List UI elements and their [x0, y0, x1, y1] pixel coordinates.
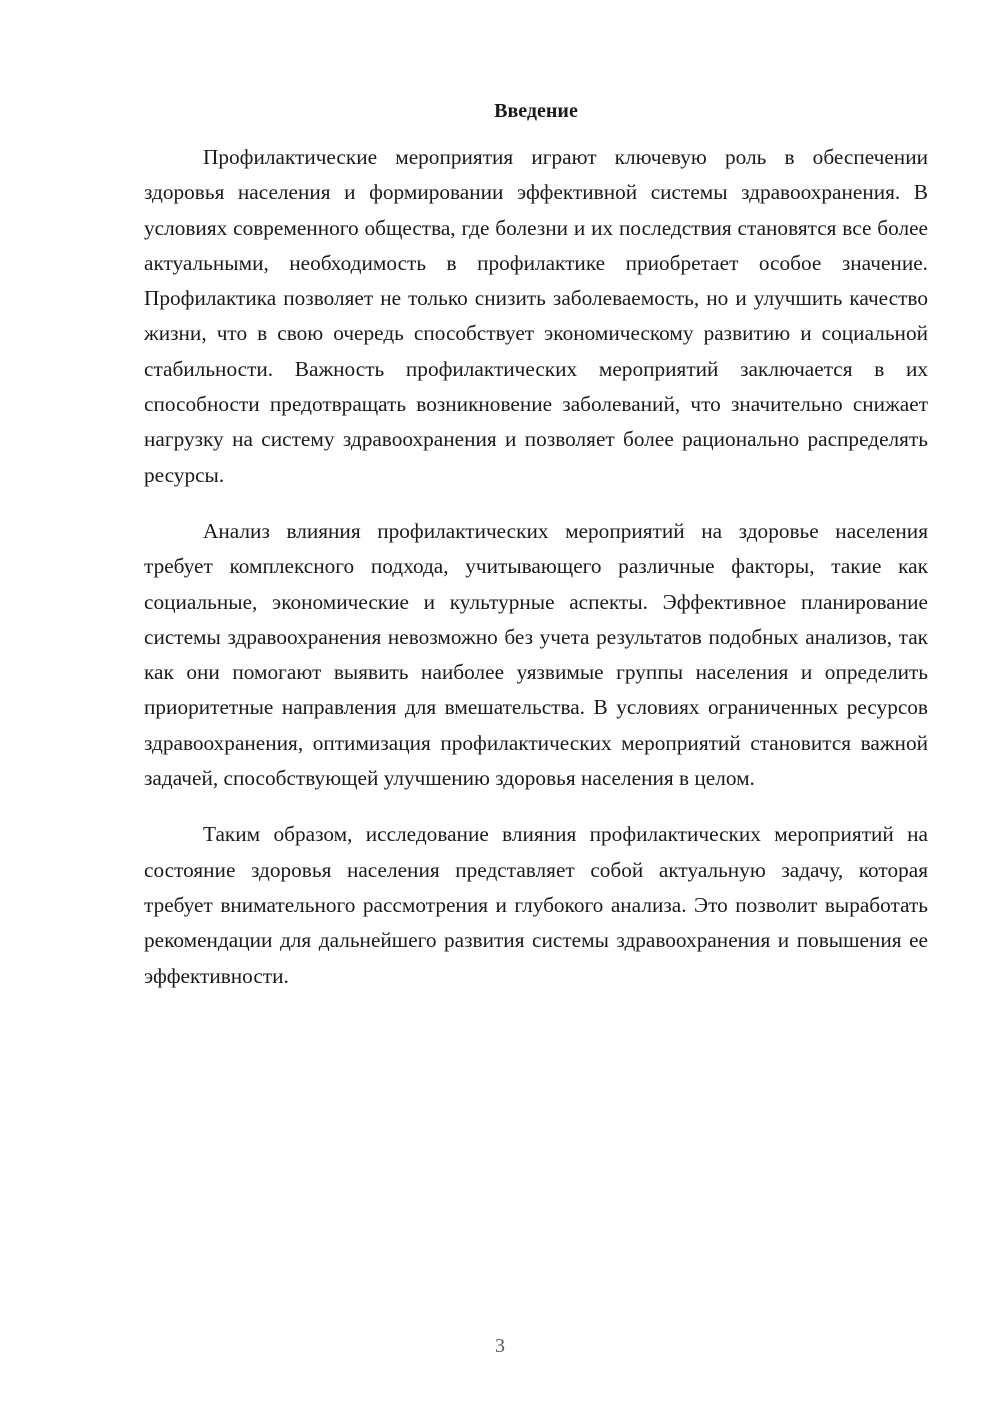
- page-content: [144, 96, 928, 994]
- paragraph-3: Таким образом, исследование влияния профилактических мероприятий на состояние здоровья населения представляет собой актуальную задачу, которая требует внимательного рассмотрения и глубокого анализа. Это позволит выработать рекомендации для дальнейшего развития системы здравоохранения и повышения ее эффективности.: [144, 822, 928, 988]
- section-heading: Введение: [494, 100, 578, 122]
- page-number: 3: [495, 1335, 505, 1357]
- paragraph-1: Профилактические мероприятия играют ключевую роль в обеспечении здоровья населения и формировании эффективной системы здравоохранения. В условиях современного общества, где болезни и их последствия становятся все более актуальными, необходимость в профилактике приобретает особое значение. Профилактика позволяет не только снизить заболеваемость, но и улучшить качество жизни, что в свою очередь способствует экономическому развитию и социальной стабильности. Важность профилактических мероприятий заключается в их способности предотвращать возникновение заболеваний, что значительно снижает нагрузку на систему здравоохранения и позволяет более рационально распределять ресурсы.: [144, 145, 928, 487]
- paragraph-2: Анализ влияния профилактических мероприятий на здоровье населения требует комплексного подхода, учитывающего различные факторы, такие как социальные, экономические и культурные аспекты. Эффективное планирование системы здравоохранения невозможно без учета результатов подобных анализов, так как они помогают выявить наиболее уязвимые группы населения и определить приоритетные направления для вмешательства. В условиях ограниченных ресурсов здравоохранения, оптимизация профилактических мероприятий становится важной задачей, способствующей улучшению здоровья населения в целом.: [144, 518, 928, 791]
